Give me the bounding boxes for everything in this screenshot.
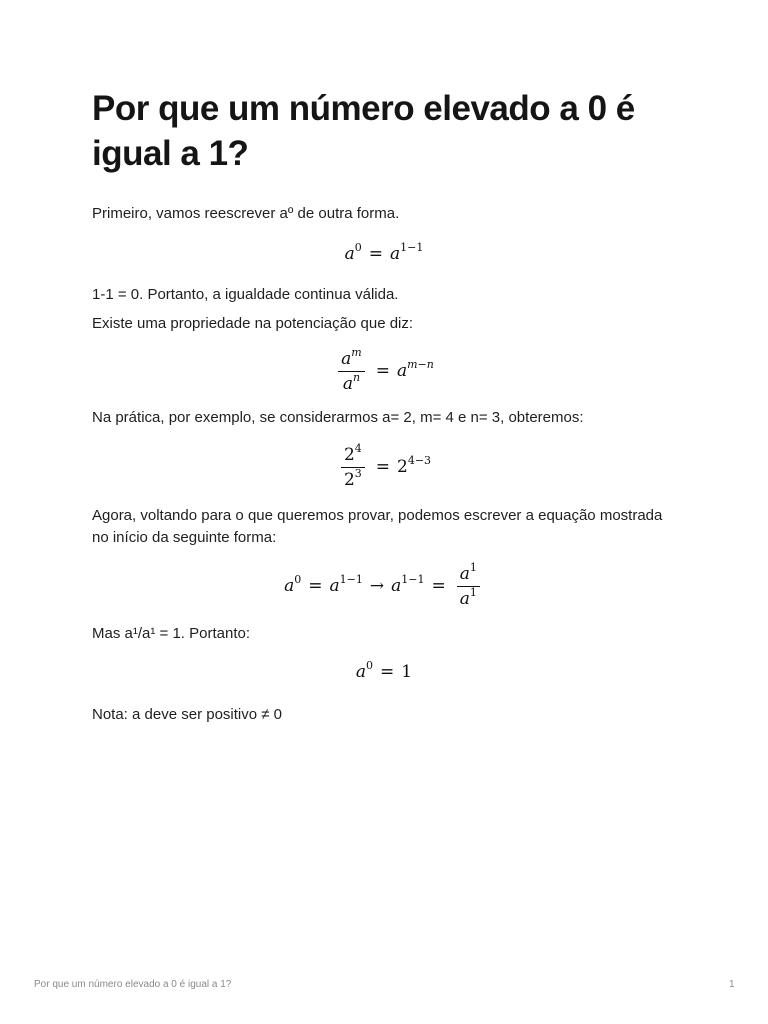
eq2-equals: = (375, 361, 390, 381)
eq3-den-exp: 3 (354, 466, 362, 480)
eq4-equals: = (308, 576, 323, 596)
eq2-den-exp: n (352, 370, 361, 384)
paragraph-ratio: Mas a¹/a¹ = 1. Portanto: (92, 625, 250, 642)
eq4-mid-base: a (329, 576, 340, 596)
eq4-exp1: 1−1 (339, 573, 363, 586)
equation-1 (92, 241, 676, 267)
eq1-rhs-base: a (390, 244, 401, 264)
eq3-rhs-exp: 4−3 (407, 454, 432, 467)
eq4-num-exp: 1 (469, 560, 477, 574)
eq2-rhs-exp: m−n (407, 358, 434, 371)
paragraph-intro: Primeiro, vamos reescrever aº de outra forma. (92, 205, 400, 222)
eq4-num-base: a (459, 563, 470, 584)
footer-page-number: 1 (729, 979, 735, 990)
paragraph-zero: 1-1 = 0. Portanto, a igualdade continua válida. (92, 286, 399, 303)
eq2-fraction (338, 345, 365, 394)
eq4-base: a (284, 576, 295, 596)
eq2-num-base: a (341, 348, 352, 369)
paragraph-proof: Agora, voltando para o que queremos provar, podemos escrever a equação mostrada no início da seguinte forma: (92, 507, 663, 546)
eq1-equals: = (368, 244, 384, 264)
eq4-exp2: 1−1 (401, 573, 425, 586)
equation-3 (92, 441, 676, 490)
equation-4 (92, 560, 676, 609)
paragraph-property: Existe uma propriedade na potenciação que diz: (92, 315, 414, 332)
eq3-fraction (341, 441, 365, 490)
eq5-base: a (355, 662, 367, 682)
eq5-equals: = (380, 662, 395, 682)
eq4-fraction (457, 560, 480, 609)
equation-2 (92, 345, 676, 394)
eq1-base: a (344, 244, 355, 264)
eq4-arrow: → (369, 576, 385, 596)
eq3-equals: = (375, 457, 391, 477)
eq2-rhs-base: a (396, 361, 408, 381)
eq3-rhs-base: 2 (397, 457, 408, 477)
equation-5 (92, 659, 676, 685)
eq3-num-exp: 4 (354, 441, 362, 455)
paragraph-example: Na prática, por exemplo, se considerarmos a= 2, m= 4 e n= 3, obteremos: (92, 409, 584, 426)
eq5-exp0: 0 (366, 659, 374, 672)
eq4-den-exp: 1 (469, 585, 477, 599)
eq2-num-exp: m (351, 345, 362, 359)
eq3-den-base: 2 (343, 469, 355, 490)
paragraph-note: Nota: a deve ser positivo ≠ 0 (92, 706, 282, 723)
eq1-exp1: 1−1 (400, 241, 424, 254)
eq4-exp0: 0 (294, 573, 302, 586)
eq4-equals-2: = (431, 576, 446, 596)
footer-title: Por que um número elevado a 0 é igual a 1? (34, 979, 232, 990)
page-title: Por que um número elevado a 0 é igual a 1? (92, 89, 635, 173)
eq5-rhs: 1 (401, 662, 413, 682)
eq2-den-base: a (342, 373, 353, 394)
eq4-right-base: a (391, 576, 402, 596)
eq4-den-base: a (459, 588, 470, 609)
eq3-num-base: 2 (343, 444, 355, 465)
eq1-exp0: 0 (354, 241, 362, 254)
